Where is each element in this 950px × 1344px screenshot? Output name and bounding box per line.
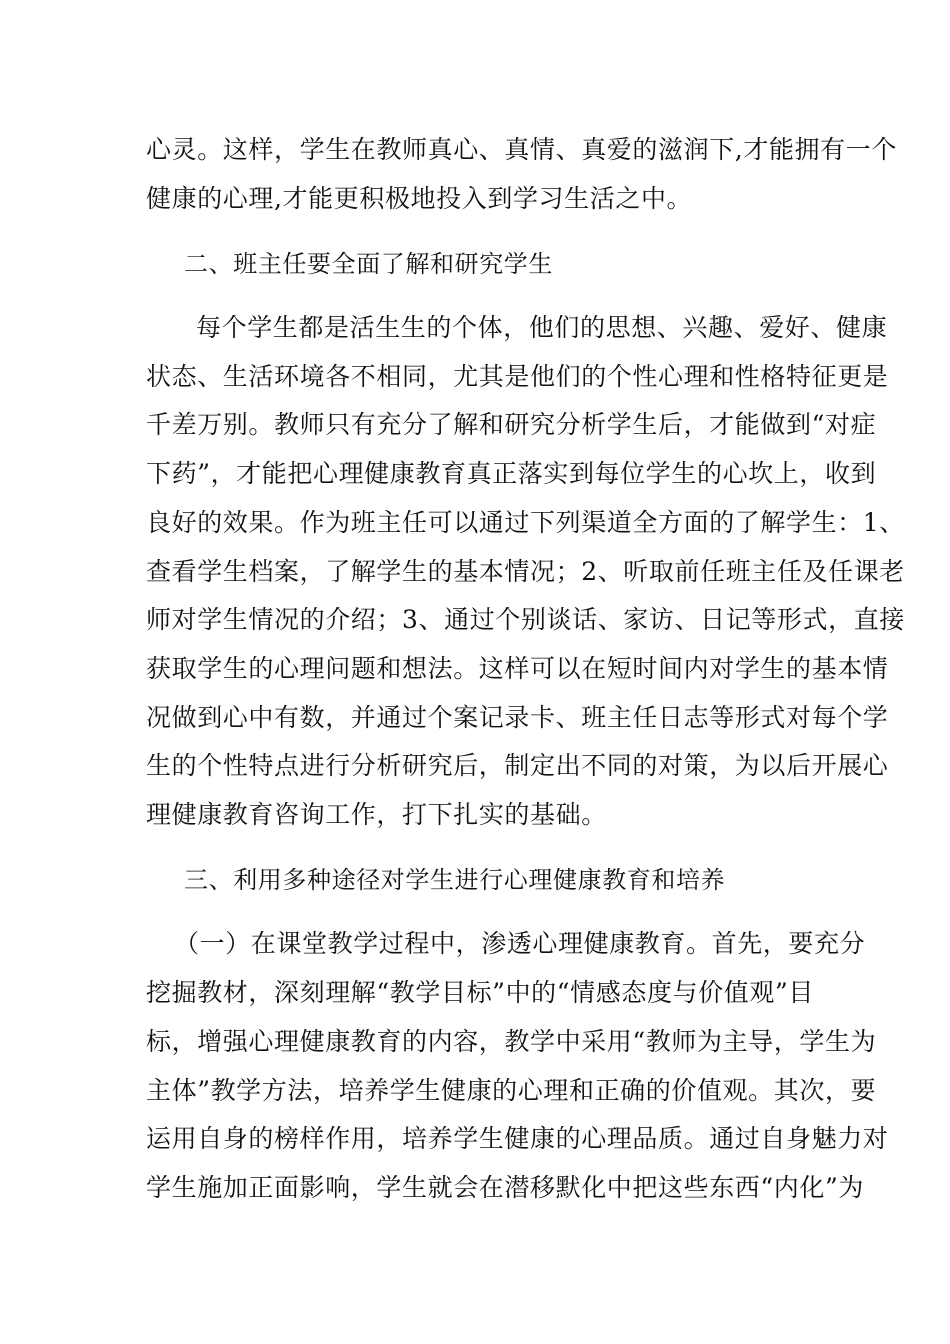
paragraph-line: 下药”，才能把心理健康教育真正落实到每位学生的心坎上，收到 [146, 459, 877, 488]
paragraph-line: 理健康教育咨询工作，打下扎实的基础。 [146, 800, 607, 829]
paragraph-line: 挖掘教材，深刻理解“教学目标”中的“情感态度与价值观”目 [146, 978, 814, 1007]
paragraph-line: 千差万别。教师只有充分了解和研究分析学生后，才能做到“对症 [146, 410, 877, 439]
paragraph-line: 运用自身的榜样作用，培养学生健康的心理品质。通过自身魅力对 [146, 1124, 889, 1153]
paragraph-line: 状态、生活环境各不相同，尤其是他们的个性心理和性格特征更是 [146, 362, 889, 391]
paragraph-line: 每个学生都是活生生的个体，他们的思想、兴趣、爱好、健康 [196, 313, 888, 342]
paragraph-line: 获取学生的心理问题和想法。这样可以在短时间内对学生的基本情 [146, 654, 889, 683]
section-heading: 三、利用多种途径对学生进行心理健康教育和培养 [184, 866, 726, 894]
paragraph-line: 主体”教学方法，培养学生健康的心理和正确的价值观。其次，要 [146, 1076, 877, 1105]
paragraph-line: 良好的效果。作为班主任可以通过下列渠道全方面的了解学生：1、 [146, 508, 905, 537]
paragraph-line: 况做到心中有数，并通过个案记录卡、班主任日志等形式对每个学 [146, 703, 889, 732]
paragraph-line: 查看学生档案，了解学生的基本情况；2、听取前任班主任及任课老 [146, 557, 905, 586]
paragraph-line: 学生施加正面影响，学生就会在潜移默化中把这些东西“内化”为 [146, 1173, 864, 1202]
paragraph-line: 师对学生情况的介绍；3、通过个别谈话、家访、日记等形式，直接 [146, 605, 905, 634]
paragraph-line: 健康的心理,才能更积极地投入到学习生活之中。 [146, 184, 693, 213]
section-heading: 二、班主任要全面了解和研究学生 [184, 250, 553, 278]
paragraph-line: 标，增强心理健康教育的内容，教学中采用“教师为主导，学生为 [146, 1027, 877, 1056]
paragraph-line: 生的个性特点进行分析研究后，制定出不同的对策，为以后开展心 [146, 751, 889, 780]
paragraph-line: （一）在课堂教学过程中，渗透心理健康教育。首先，要充分 [174, 929, 866, 958]
paragraph-line: 心灵。这样，学生在教师真心、真情、真爱的滋润下,才能拥有一个 [146, 135, 897, 164]
